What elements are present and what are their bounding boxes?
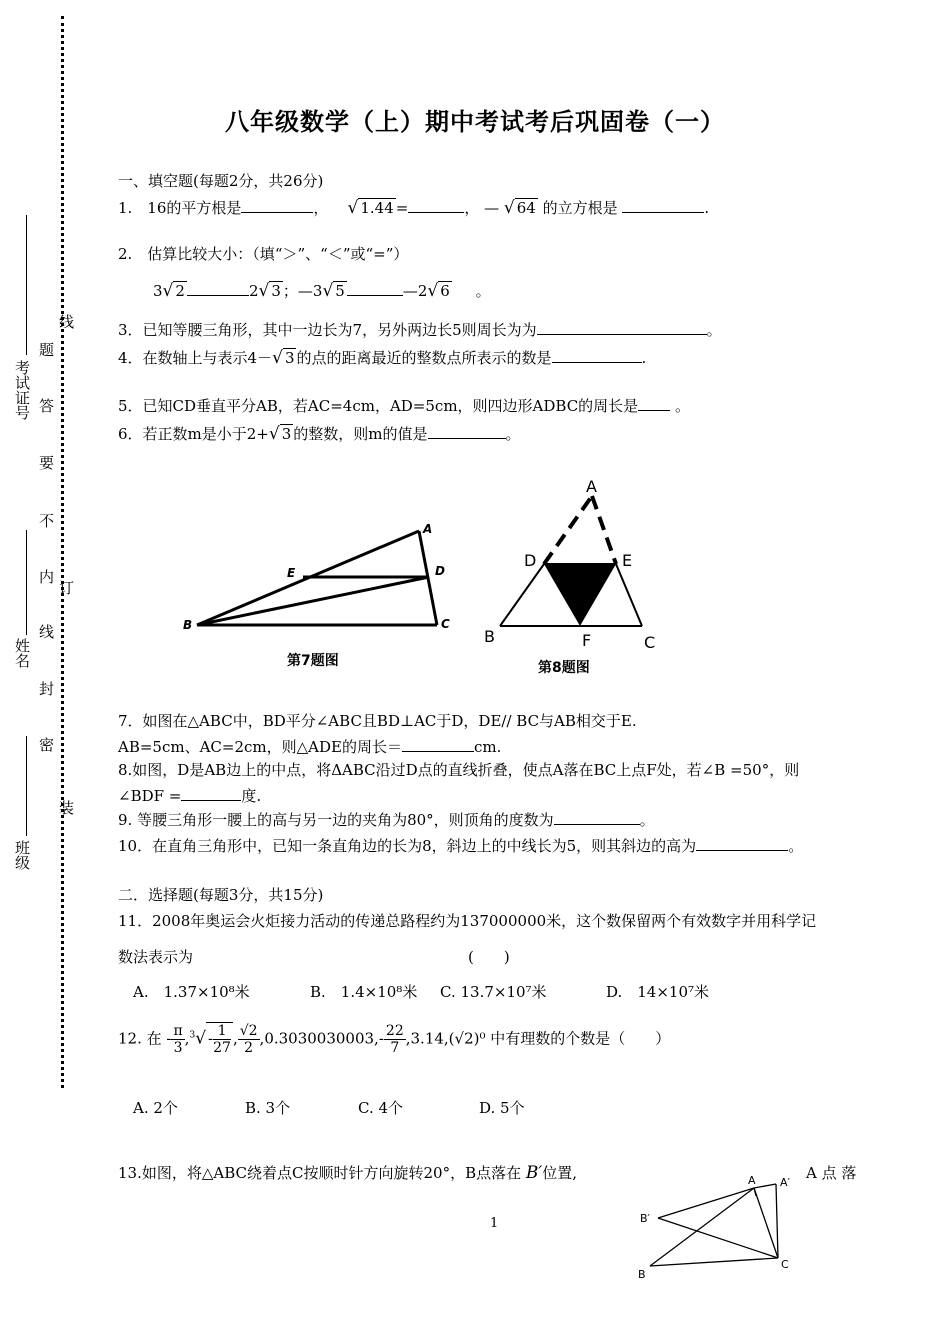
name-underline [26, 530, 27, 635]
fig8-label-f: F [582, 631, 592, 650]
question-2-compare: 3√ 2 2√ 3 ；—3√ 5 —2√ 6 。 [153, 281, 491, 301]
seal-line-char: 装 [57, 800, 75, 815]
question-4: 4．在数轴上与表示4－√ 3 的点的距离最近的整数点所表示的数是 . [118, 348, 647, 368]
question-8b: ∠BDF = 度. [118, 787, 262, 805]
fig7-label-a: A [423, 522, 433, 536]
question-11b: 数法表示为 [118, 948, 194, 966]
seal-line-char: 订 [57, 580, 75, 595]
section2-header: 二．选择题(每题3分，共15分) [118, 886, 324, 904]
option-12-a[interactable]: A. 2个 [133, 1099, 178, 1117]
question-7b: AB=5cm、AC=2cm，则△ADE的周长＝ cm. [118, 738, 502, 756]
option-11-d[interactable]: D. 14×10⁷米 [606, 983, 710, 1001]
fig8-label-d: D [524, 551, 537, 570]
option-11-a[interactable]: A. 1.37×10⁸米 [133, 983, 250, 1001]
exam-number-underline [26, 215, 27, 355]
question-3: 3．已知等腰三角形，其中一边长为7，另外两边长5则周长为为 。 [118, 321, 722, 339]
seal-char: 内 [37, 569, 55, 584]
fig8-label-a: A [586, 477, 597, 496]
seal-char: 题 [37, 342, 55, 357]
label-name: 姓名 [13, 638, 31, 668]
fig7-label-b: B [183, 618, 193, 632]
seal-line-char: 线 [57, 314, 75, 329]
seal-char: 不 [37, 513, 55, 528]
seal-char: 要 [37, 455, 55, 470]
figure-8 [480, 472, 670, 682]
question-11a: 11．2008年奥运会火炬接力活动的传递总路程约为137000000米，这个数保留两个有效数字并用科学记 [118, 912, 817, 930]
fig7-label-e: E [287, 566, 296, 580]
question-8a: 8.如图，D是AB边上的中点，将ΔABC沿过D点的直线折叠，使点A落在BC上点F处，若∠B =50°，则 [118, 761, 800, 779]
fig8-label-c: C [644, 633, 656, 652]
page-number: 1 [490, 1216, 499, 1231]
fig8-label-e: E [622, 551, 633, 570]
option-11-b[interactable]: B. 1.4×10⁸米 [310, 983, 418, 1001]
question-13: 13.如图，将△ABC绕着点C按顺时针方向旋转20°，B点落在 B′位置, [118, 1163, 578, 1183]
fig7-caption: 第7题图 [287, 653, 339, 669]
fig13-label-c: C [781, 1258, 789, 1271]
figure-7 [175, 515, 475, 675]
seal-char: 密 [37, 737, 55, 752]
fig13-label-a: A [748, 1174, 756, 1187]
option-12-c[interactable]: C. 4个 [358, 1099, 404, 1117]
question-11-paren: ( ) [468, 948, 510, 966]
option-12-d[interactable]: D. 5个 [479, 1099, 525, 1117]
figure-13 [630, 1170, 800, 1285]
question-1: 1. 16的平方根是 ， √ 1.44 = ， — √ 64 的立方根是 . [118, 198, 710, 218]
seal-char: 答 [37, 398, 55, 413]
question-12: 12. 在 - $\frac{\pi}{3}$ ,$^3$√ - $\frac{1}{27}$ , $\frac{√2}{2}$ ,0.3030030003,- $\frac{22}{7}$ ,3.14,(√2)⁰ 中有理数的个数是（ ） [118, 1023, 671, 1056]
question-6: 6．若正数m是小于2+√ 3 的整数，则m的值是 。 [118, 424, 521, 444]
question-2: 2. 估算比较大小：（填“＞”、“＜”或“=”） [118, 245, 409, 263]
question-9: 9. 等腰三角形一腰上的高与另一边的夹角为80°，则顶角的度数为 。 [118, 811, 655, 829]
fig8-caption: 第8题图 [538, 660, 590, 676]
fig13-label-a-prime: A′ [780, 1176, 791, 1189]
section1-header: 一、填空题(每题2分，共26分) [118, 172, 324, 190]
seal-char: 封 [37, 681, 55, 696]
fig13-label-b: B [638, 1268, 646, 1281]
label-class: 班级 [13, 840, 31, 870]
question-5: 5．已知CD垂直平分AB，若AC=4cm，AD=5cm，则四边形ADBC的周长是 。 [118, 397, 690, 415]
fig13-label-b-prime: B′ [640, 1212, 651, 1225]
question-10: 10．在直角三角形中，已知一条直角边的长为8，斜边上的中线长为5，则其斜边的高为 。 [118, 837, 804, 855]
option-12-b[interactable]: B. 3个 [245, 1099, 291, 1117]
question-7a: 7．如图在△ABC中，BD平分∠ABC且BD⊥AC于D，DE// BC与AB相交于E. [118, 712, 637, 730]
seal-char: 线 [37, 624, 55, 639]
question-13-tail: A 点 落 [806, 1164, 857, 1182]
label-exam-number: 考试证号 [13, 360, 31, 420]
binding-dotted-line [61, 16, 64, 1088]
fig7-label-c: C [441, 617, 450, 631]
fig8-label-b: B [484, 627, 495, 646]
option-11-c[interactable]: C. 13.7×10⁷米 [440, 983, 547, 1001]
page-title: 八年级数学（上）期中考试考后巩固卷（一） [225, 107, 725, 136]
class-underline [26, 736, 27, 836]
fig7-label-d: D [435, 564, 445, 578]
